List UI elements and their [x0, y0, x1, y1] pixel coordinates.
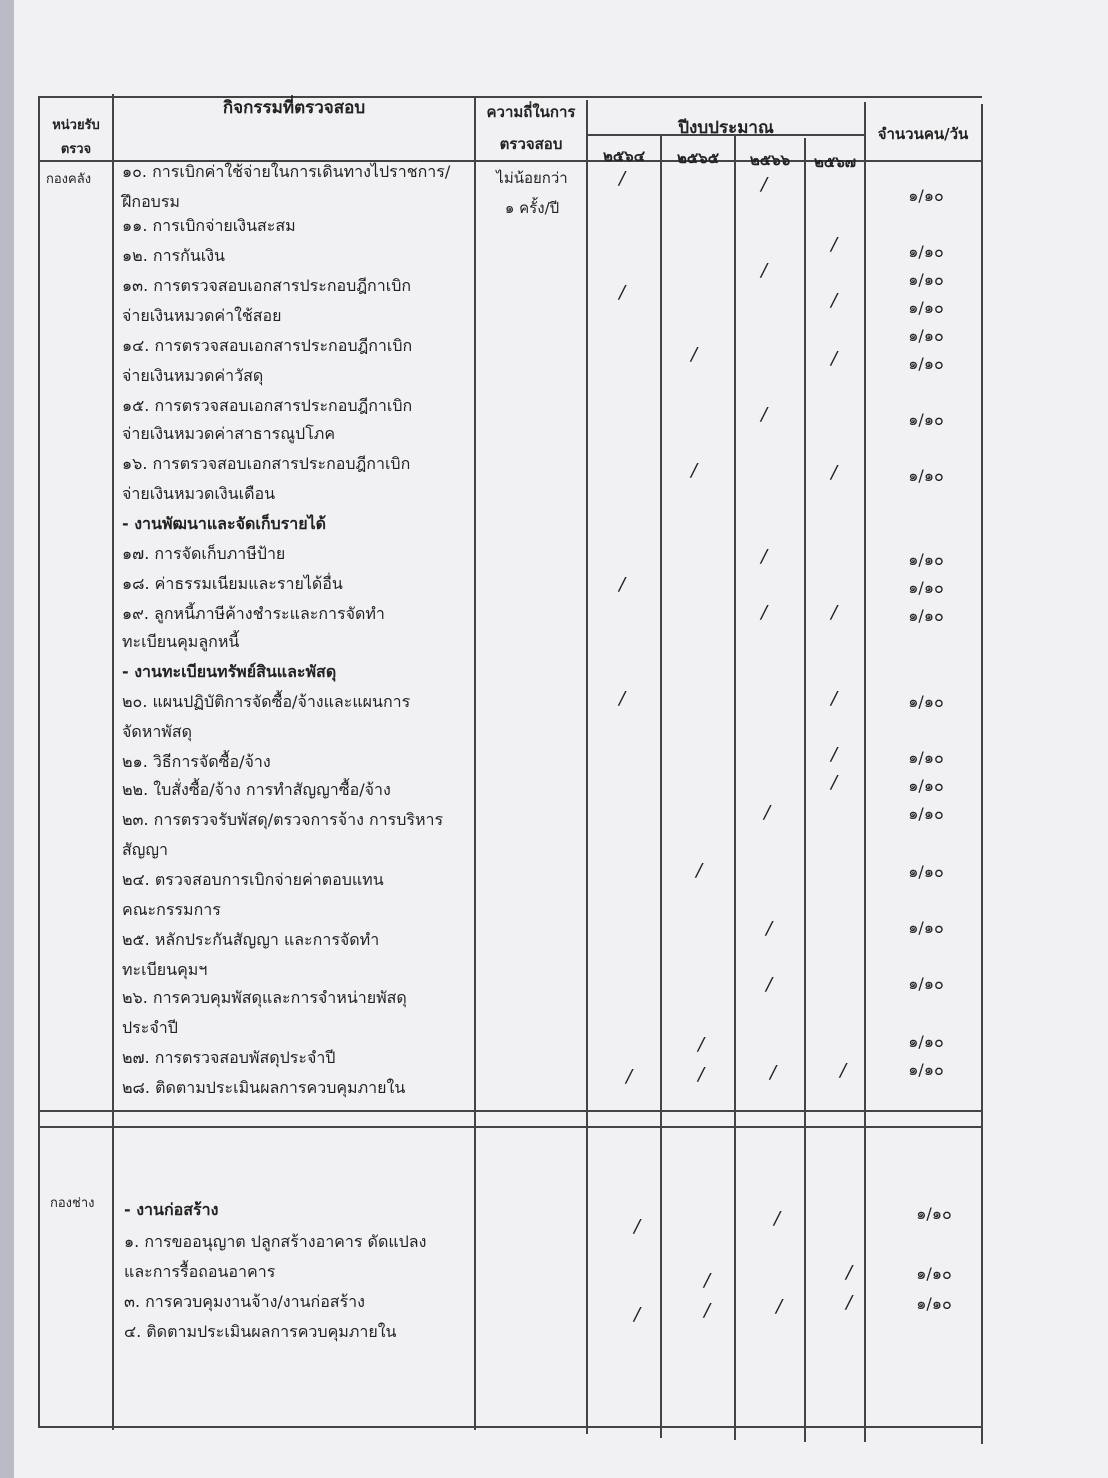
- people-days-value: ๑/๑๐: [908, 606, 944, 625]
- people-days-value: ๑/๑๐: [908, 692, 944, 711]
- check-mark: /: [761, 602, 768, 623]
- grid-line: [474, 96, 476, 1430]
- grid-line: [586, 100, 588, 1434]
- activity-line: จัดหาพัสดุ: [122, 722, 192, 741]
- check-mark: /: [764, 802, 771, 823]
- activity-line: ๔. ติดตามประเมินผลการควบคุมภายใน: [124, 1322, 397, 1341]
- header-year: ๒๕๖๔: [602, 147, 646, 165]
- check-mark: /: [691, 460, 698, 481]
- people-days-value: ๑/๑๐: [908, 186, 944, 205]
- header-people-days: จำนวนคน/วัน: [877, 125, 969, 143]
- grid-line: [38, 1426, 982, 1428]
- activity-line: ๑๐. การเบิกค่าใช้จ่ายในการเดินทางไปราชการ/: [122, 162, 451, 181]
- activity-line: ๑๑. การเบิกจ่ายเงินสะสม: [122, 216, 296, 235]
- check-mark: /: [774, 1208, 781, 1229]
- header-unit: ตรวจ: [60, 142, 92, 157]
- people-days-value: ๑/๑๐: [908, 354, 944, 373]
- check-mark: /: [634, 1216, 641, 1237]
- activity-line: จ่ายเงินหมวดค่าใช้สอย: [122, 306, 282, 325]
- check-mark: /: [761, 260, 768, 281]
- people-days-value: ๑/๑๐: [908, 804, 944, 823]
- grid-line: [864, 102, 866, 1442]
- header-year: ๒๕๖๕: [676, 149, 720, 167]
- check-mark: /: [766, 974, 773, 995]
- check-mark: /: [846, 1292, 853, 1313]
- header-year: ๒๕๖๗: [813, 153, 857, 171]
- people-days-value: ๑/๑๐: [908, 1032, 944, 1051]
- activity-line: จ่ายเงินหมวดค่าสาธารณูปโภค: [122, 424, 336, 443]
- check-mark: /: [831, 744, 838, 765]
- activity-line: และการรื้อถอนอาคาร: [124, 1262, 276, 1281]
- activity-line: ๑๖. การตรวจสอบเอกสารประกอบฎีกาเบิก: [122, 454, 411, 473]
- activity-line: ๒๔. ตรวจสอบการเบิกจ่ายค่าตอบแทน: [122, 870, 384, 889]
- people-days-value: ๑/๑๐: [908, 578, 944, 597]
- check-mark: /: [846, 1262, 853, 1283]
- activity-line: ๒๓. การตรวจรับพัสดุ/ตรวจการจ้าง การบริหาร: [122, 810, 444, 829]
- people-days-value: ๑/๑๐: [916, 1264, 952, 1283]
- check-mark: /: [619, 282, 626, 303]
- check-mark: /: [766, 918, 773, 939]
- activity-line: สัญญา: [122, 840, 169, 859]
- section-heading: - งานก่อสร้าง: [124, 1200, 219, 1219]
- check-mark: /: [704, 1300, 711, 1321]
- check-mark: /: [770, 1062, 777, 1083]
- people-days-value: ๑/๑๐: [908, 270, 944, 289]
- people-days-value: ๑/๑๐: [908, 1060, 944, 1079]
- check-mark: /: [626, 1066, 633, 1087]
- people-days-value: ๑/๑๐: [908, 466, 944, 485]
- check-mark: /: [696, 860, 703, 881]
- activity-line: ๒๑. วิธีการจัดซื้อ/จ้าง: [122, 752, 271, 771]
- check-mark: /: [691, 344, 698, 365]
- check-mark: /: [761, 174, 768, 195]
- activity-line: ประจำปี: [122, 1018, 178, 1037]
- activity-line: ๒๕. หลักประกันสัญญา และการจัดทำ: [122, 930, 380, 949]
- people-days-value: ๑/๑๐: [908, 410, 944, 429]
- people-days-value: ๑/๑๐: [908, 862, 944, 881]
- inspection-table: [14, 0, 1108, 1478]
- check-mark: /: [619, 168, 626, 189]
- check-mark: /: [698, 1034, 705, 1055]
- grid-line: [38, 1110, 982, 1112]
- grid-line: [660, 134, 662, 1438]
- document-page: [14, 0, 1108, 1478]
- activity-line: ทะเบียนคุมลูกหนี้: [122, 632, 240, 651]
- check-mark: /: [831, 234, 838, 255]
- activity-line: ๒๘. ติดตามประเมินผลการควบคุมภายใน: [122, 1078, 406, 1097]
- activity-line: ๑๕. การตรวจสอบเอกสารประกอบฎีกาเบิก: [122, 396, 413, 415]
- check-mark: /: [831, 290, 838, 311]
- people-days-value: ๑/๑๐: [908, 776, 944, 795]
- check-mark: /: [619, 574, 626, 595]
- activity-line: ๒๐. แผนปฏิบัติการจัดซื้อ/จ้างและแผนการ: [122, 692, 411, 711]
- activity-line: ๑๗. การจัดเก็บภาษีป้าย: [122, 544, 286, 563]
- activity-line: คณะกรรมการ: [122, 900, 221, 919]
- check-mark: /: [831, 348, 838, 369]
- activity-line: ๑๔. การตรวจสอบเอกสารประกอบฎีกาเบิก: [122, 336, 413, 355]
- people-days-value: ๑/๑๐: [908, 918, 944, 937]
- grid-line: [734, 136, 736, 1440]
- activity-line: จ่ายเงินหมวดเงินเดือน: [122, 484, 276, 503]
- header-frequency: ความถี่ในการ: [486, 103, 576, 121]
- binder-edge: [0, 0, 14, 1478]
- check-mark: /: [831, 772, 838, 793]
- check-mark: /: [831, 688, 838, 709]
- people-days-value: ๑/๑๐: [908, 748, 944, 767]
- header-unit: หน่วยรับ: [52, 118, 100, 133]
- people-days-value: ๑/๑๐: [916, 1294, 952, 1313]
- activity-line: ๑๒. การกันเงิน: [122, 246, 225, 265]
- people-days-value: ๑/๑๐: [908, 326, 944, 345]
- grid-line: [38, 1126, 982, 1128]
- activity-line: ๑๓. การตรวจสอบเอกสารประกอบฎีกาเบิก: [122, 276, 412, 295]
- activity-line: ๒๒. ใบสั่งซื้อ/จ้าง การทำสัญญาซื้อ/จ้าง: [122, 780, 391, 799]
- header-activity: กิจกรรมที่ตรวจสอบ: [222, 98, 366, 118]
- check-mark: /: [761, 546, 768, 567]
- activity-line: ๑๘. ค่าธรรมเนียมและรายได้อื่น: [122, 574, 343, 593]
- check-mark: /: [761, 404, 768, 425]
- unit-label: กองช่าง: [50, 1196, 95, 1211]
- unit-label: กองคลัง: [46, 172, 92, 187]
- people-days-value: ๑/๑๐: [908, 550, 944, 569]
- people-days-value: ๑/๑๐: [916, 1204, 952, 1223]
- frequency-text: ไม่น้อยกว่า: [496, 169, 568, 187]
- check-mark: /: [776, 1296, 783, 1317]
- header-year: ๒๕๖๖: [749, 151, 791, 169]
- check-mark: /: [704, 1270, 711, 1291]
- check-mark: /: [831, 602, 838, 623]
- frequency-text: ๑ ครั้ง/ปี: [504, 199, 560, 217]
- check-mark: /: [840, 1060, 847, 1081]
- grid-line: [112, 94, 114, 1430]
- header-frequency: ตรวจสอบ: [499, 135, 563, 153]
- activity-line: ๒๖. การควบคุมพัสดุและการจำหน่ายพัสดุ: [122, 988, 407, 1007]
- activity-line: ทะเบียนคุมฯ: [122, 960, 208, 979]
- section-heading: - งานทะเบียนทรัพย์สินและพัสดุ: [122, 662, 337, 681]
- grid-line: [804, 138, 806, 1442]
- activity-line: จ่ายเงินหมวดค่าวัสดุ: [122, 366, 264, 385]
- check-mark: /: [634, 1304, 641, 1325]
- check-mark: /: [831, 462, 838, 483]
- activity-line: ๑๙. ลูกหนี้ภาษีค้างชำระและการจัดทำ: [122, 604, 385, 623]
- check-mark: /: [619, 688, 626, 709]
- grid-line: [981, 104, 983, 1444]
- people-days-value: ๑/๑๐: [908, 242, 944, 261]
- section-heading: - งานพัฒนาและจัดเก็บรายได้: [122, 514, 327, 533]
- header-budget-year: ปีงบประมาณ: [678, 118, 774, 138]
- check-mark: /: [698, 1064, 705, 1085]
- activity-line: ๒๗. การตรวจสอบพัสดุประจำปี: [122, 1048, 336, 1067]
- grid-line: [38, 96, 40, 1426]
- activity-line: ๓. การควบคุมงานจ้าง/งานก่อสร้าง: [124, 1292, 365, 1311]
- activity-line: ๑. การขออนุญาต ปลูกสร้างอาคาร ดัดแปลง: [124, 1232, 427, 1251]
- people-days-value: ๑/๑๐: [908, 298, 944, 317]
- activity-line: ฝึกอบรม: [122, 192, 180, 211]
- people-days-value: ๑/๑๐: [908, 974, 944, 993]
